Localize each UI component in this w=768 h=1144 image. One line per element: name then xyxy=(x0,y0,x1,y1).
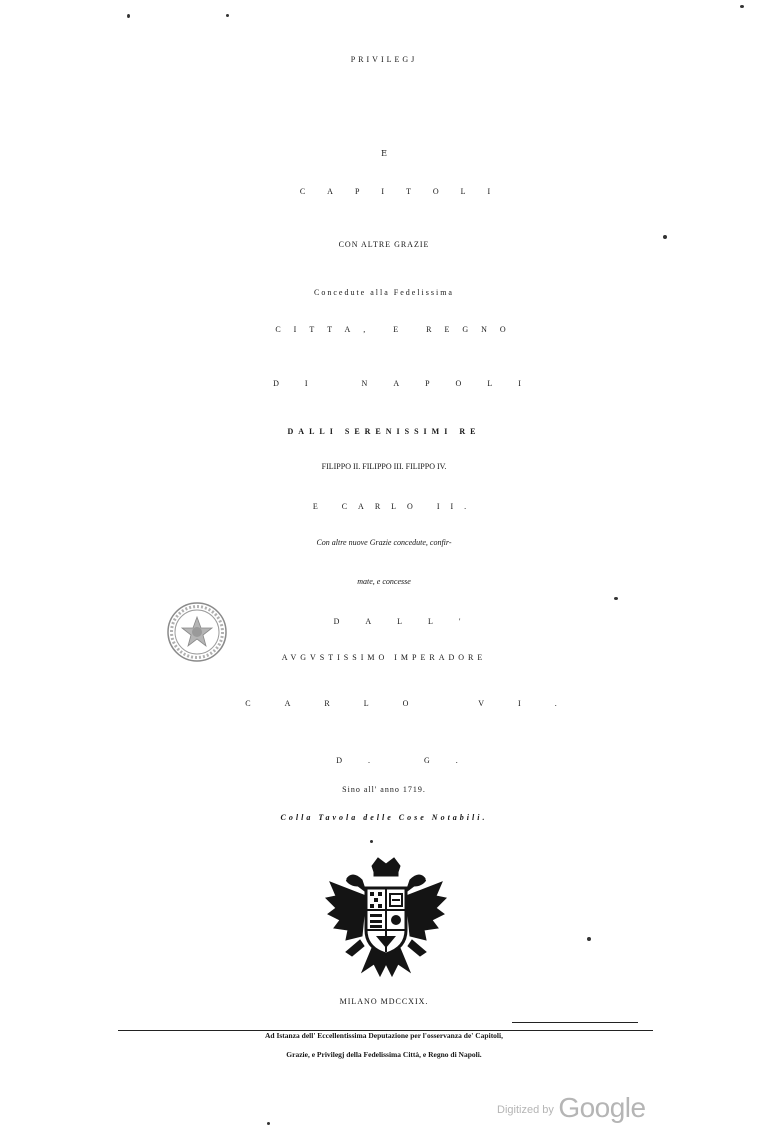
title-dall: DALL' xyxy=(333,617,487,626)
paper-speck xyxy=(226,14,229,17)
paper-speck xyxy=(740,5,744,8)
title-con-altre: Con altre nuove Grazie concedute, confir- xyxy=(316,538,452,547)
title-con-altre-2: mate, e concesse xyxy=(357,577,411,586)
imprint-line-2: Grazie, e Privilegj della Fedelissima Città, e Regno di Napoli. xyxy=(286,1050,482,1059)
title-concedute: Concedute alla Fedelissima xyxy=(314,288,454,297)
paper-speck xyxy=(267,1122,270,1125)
title-dalli: DALLI SERENISSIMI RE xyxy=(287,427,481,436)
paper-speck xyxy=(127,14,130,18)
paper-speck xyxy=(370,840,373,843)
imperial-eagle-emblem-icon xyxy=(322,852,450,980)
title-conjunction: E xyxy=(381,149,387,158)
paper-speck xyxy=(614,597,618,600)
page-title: PRIVILEGJ xyxy=(350,55,418,64)
library-stamp-icon xyxy=(166,601,228,663)
title-subtitle: CON ALTRE GRAZIE xyxy=(338,240,430,249)
title-carlo-vi: CARLO VI. xyxy=(245,699,591,708)
digitized-watermark xyxy=(497,1094,646,1122)
imprint-rule-right xyxy=(512,1022,638,1023)
title-capitoli: CAPITOLI xyxy=(299,187,513,196)
title-filippi: FILIPPO II. FILIPPO III. FILIPPO IV. xyxy=(321,462,447,471)
title-imperadore: AVGVSTISSIMO IMPERADORE xyxy=(281,653,487,662)
title-napoli: DI NAPOLI xyxy=(273,379,547,388)
title-carlo-ii: E CARLO II. xyxy=(312,502,478,511)
title-sino: Sino all' anno 1719. xyxy=(342,785,426,794)
paper-speck xyxy=(663,235,667,239)
imprint-line-1: Ad Istanza dell' Eccellentissima Deputazione per l'osservanza de' Capitoli, xyxy=(265,1031,503,1040)
paper-speck xyxy=(587,937,591,941)
title-tavola: Colla Tavola delle Cose Notabili. xyxy=(280,813,488,822)
title-citta: CITTA, E REGNO xyxy=(275,325,519,334)
imprint-city-year: MILANO MDCCXIX. xyxy=(339,997,429,1006)
title-dg: D. G. xyxy=(336,756,484,765)
watermark-prefix: Digitized by xyxy=(497,1104,554,1116)
google-wordmark: Google xyxy=(558,1092,646,1123)
